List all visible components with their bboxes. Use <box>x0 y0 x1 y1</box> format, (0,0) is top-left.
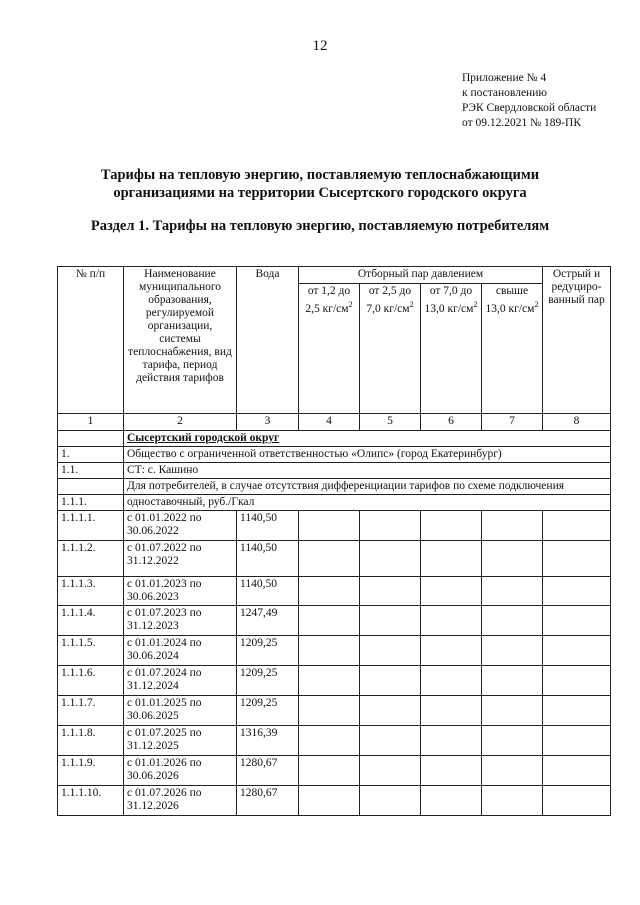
empty-cell <box>299 696 360 726</box>
water-tariff-cell: 1209,25 <box>237 636 299 666</box>
row-number: 1. <box>58 447 124 463</box>
table-row <box>58 666 611 696</box>
water-tariff-cell: 1140,50 <box>237 541 299 577</box>
table-row <box>58 577 611 606</box>
column-numbers-row <box>58 414 611 431</box>
row-number: 1.1.1.7. <box>58 696 124 726</box>
period-cell: с 01.01.2023 по 30.06.2023 <box>124 577 237 606</box>
column-number: 3 <box>237 414 299 431</box>
period-cell: с 01.07.2022 по 31.12.2022 <box>124 541 237 577</box>
empty-cell <box>482 726 543 756</box>
appendix-line: РЭК Свердловской области <box>462 102 597 114</box>
empty-cell <box>299 756 360 786</box>
column-number: 1 <box>58 414 124 431</box>
empty-cell <box>543 541 611 577</box>
row-number: 1.1.1.10. <box>58 786 124 816</box>
empty-cell <box>299 541 360 577</box>
page-number: 12 <box>312 38 328 54</box>
table-row <box>58 636 611 666</box>
header-steam-1: от 1,2 до 2,5 $кг/см^2$ <box>299 284 360 414</box>
empty-cell <box>421 756 482 786</box>
empty-cell <box>482 666 543 696</box>
empty-cell <box>360 756 421 786</box>
empty-cell <box>482 606 543 636</box>
consumer-note-row <box>58 479 611 495</box>
table-row <box>58 786 611 816</box>
empty-cell <box>543 606 611 636</box>
table-row <box>58 726 611 756</box>
table-row <box>58 696 611 726</box>
empty-cell <box>543 636 611 666</box>
empty-cell <box>421 541 482 577</box>
empty-cell <box>360 606 421 636</box>
empty-cell <box>482 756 543 786</box>
empty-cell <box>299 786 360 816</box>
empty-cell <box>543 577 611 606</box>
empty-cell <box>299 511 360 541</box>
header-name: Наименование муниципального образования, регулируемой организации, системы теплоснабжения, вид тарифа, период действия тарифов <box>124 267 237 414</box>
row-number: 1.1.1. <box>58 495 124 511</box>
empty-cell <box>421 577 482 606</box>
column-number: 7 <box>482 414 543 431</box>
header-water: Вода <box>237 267 299 414</box>
empty-cell <box>543 756 611 786</box>
row-number: 1.1.1.8. <box>58 726 124 756</box>
empty-cell <box>360 696 421 726</box>
organization-row <box>58 447 611 463</box>
water-tariff-cell: 1140,50 <box>237 577 299 606</box>
header-steam-2: от 2,5 до 7,0 $кг/см^2$ <box>360 284 421 414</box>
row-number: 1.1.1.2. <box>58 541 124 577</box>
empty-cell <box>360 511 421 541</box>
water-tariff-cell: 1140,50 <box>237 511 299 541</box>
empty-cell <box>421 786 482 816</box>
row-number: 1.1. <box>58 463 124 479</box>
column-number: 6 <box>421 414 482 431</box>
appendix-line: от 09.12.2021 № 189-ПК <box>462 117 582 129</box>
row-number: 1.1.1.3. <box>58 577 124 606</box>
row-number: 1.1.1.9. <box>58 756 124 786</box>
empty-cell <box>543 696 611 726</box>
empty-cell <box>482 786 543 816</box>
empty-cell <box>421 636 482 666</box>
period-cell: с 01.07.2026 по 31.12.2026 <box>124 786 237 816</box>
appendix-block <box>462 71 596 131</box>
appendix-line: Приложение № 4 <box>462 72 547 84</box>
empty-cell <box>543 511 611 541</box>
appendix-line: к постановлению <box>462 87 547 99</box>
empty-cell <box>482 511 543 541</box>
water-tariff-cell: 1209,25 <box>237 666 299 696</box>
water-tariff-cell: 1316,39 <box>237 726 299 756</box>
empty-cell <box>482 541 543 577</box>
period-cell: с 01.07.2024 по 31.12.2024 <box>124 666 237 696</box>
empty-cell <box>482 577 543 606</box>
table-row <box>58 606 611 636</box>
title-line: Тарифы на тепловую энергию, поставляемую теплоснабжающими <box>100 167 540 183</box>
column-number: 2 <box>124 414 237 431</box>
consumer-note: Для потребителей, в случае отсутствия дифференциации тарифов по схеме подключения <box>124 479 611 495</box>
column-number: 5 <box>360 414 421 431</box>
water-tariff-cell: 1247,49 <box>237 606 299 636</box>
section-title: Раздел 1. Тарифы на тепловую энергию, поставляемую потребителям <box>90 218 550 234</box>
header-steam-group: Отборный пар давлением <box>299 267 543 284</box>
row-number: 1.1.1.1. <box>58 511 124 541</box>
column-number: 8 <box>543 414 611 431</box>
empty-cell <box>421 666 482 696</box>
tariff-table <box>57 266 611 816</box>
period-cell: с 01.07.2023 по 31.12.2023 <box>124 606 237 636</box>
empty-cell <box>299 726 360 756</box>
tariff-type: одноставочный, руб./Гкал <box>124 495 611 511</box>
district-row <box>58 431 611 447</box>
table-row <box>58 511 611 541</box>
period-cell: с 01.07.2025 по 31.12.2025 <box>124 726 237 756</box>
row-number: 1.1.1.5. <box>58 636 124 666</box>
table-row <box>58 756 611 786</box>
water-tariff-cell: 1280,67 <box>237 786 299 816</box>
empty-cell <box>421 726 482 756</box>
system-row <box>58 463 611 479</box>
empty-cell <box>360 786 421 816</box>
empty-cell <box>299 577 360 606</box>
empty-cell <box>360 541 421 577</box>
water-tariff-cell: 1280,67 <box>237 756 299 786</box>
empty-cell <box>543 786 611 816</box>
row-number: 1.1.1.4. <box>58 606 124 636</box>
header-steam-3: от 7,0 до 13,0 $кг/см^2$ <box>421 284 482 414</box>
header-sharp-steam: Острый и редуциро-ванный пар <box>543 267 611 414</box>
empty-cell <box>360 636 421 666</box>
system-name: СТ: с. Кашино <box>124 463 611 479</box>
title-line: организациями на территории Сысертского городского округа <box>113 185 527 201</box>
empty-cell <box>421 511 482 541</box>
header-number: № п/п <box>58 267 124 414</box>
document-title <box>0 166 640 202</box>
empty-cell <box>543 726 611 756</box>
district-name: Сысертский городской округ <box>124 431 611 447</box>
table-row <box>58 541 611 577</box>
tariff-rows <box>58 511 611 816</box>
empty-cell <box>543 666 611 696</box>
period-cell: с 01.01.2022 по 30.06.2022 <box>124 511 237 541</box>
organization-name: Общество с ограниченной ответственностью «Олипс» (город Екатеринбург) <box>124 447 611 463</box>
empty-cell <box>299 606 360 636</box>
empty-cell <box>421 696 482 726</box>
period-cell: с 01.01.2026 по 30.06.2026 <box>124 756 237 786</box>
period-cell: с 01.01.2024 по 30.06.2024 <box>124 636 237 666</box>
row-number: 1.1.1.6. <box>58 666 124 696</box>
empty-cell <box>299 666 360 696</box>
period-cell: с 01.01.2025 по 30.06.2025 <box>124 696 237 726</box>
header-steam-4: свыше 13,0 $кг/см^2$ <box>482 284 543 414</box>
column-number: 4 <box>299 414 360 431</box>
empty-cell <box>360 577 421 606</box>
empty-cell <box>421 606 482 636</box>
water-tariff-cell: 1209,25 <box>237 696 299 726</box>
empty-cell <box>360 726 421 756</box>
tariff-type-row <box>58 495 611 511</box>
empty-cell <box>360 666 421 696</box>
empty-cell <box>482 636 543 666</box>
empty-cell <box>299 636 360 666</box>
header-row <box>58 267 611 284</box>
empty-cell <box>482 696 543 726</box>
